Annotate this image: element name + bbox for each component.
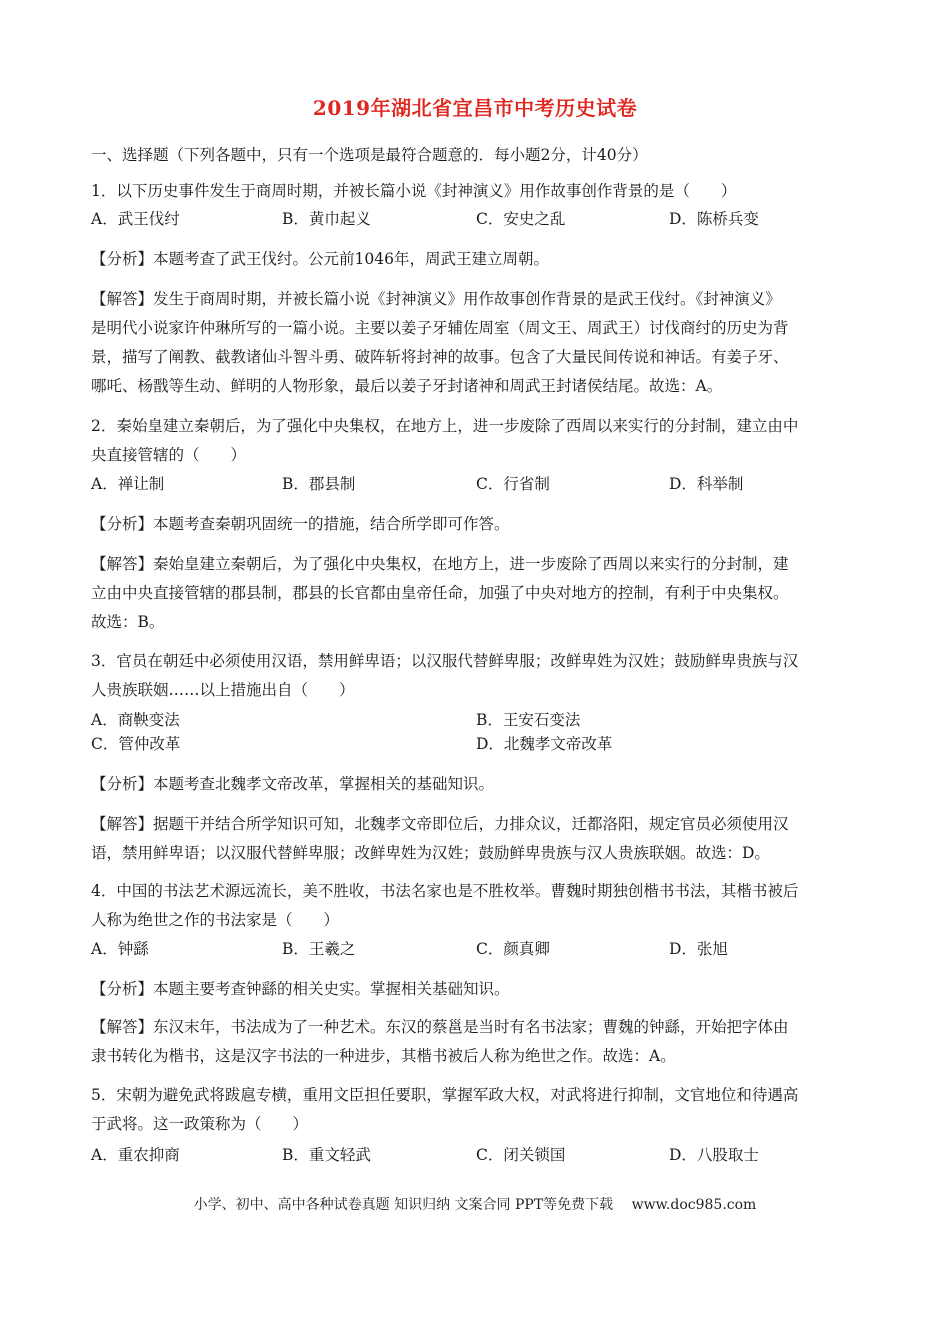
question-1-option-a: A．武王伐纣 [91,210,180,228]
question-3-stem-line: 3．官员在朝廷中必须使用汉语，禁用鲜卑语；以汉服代替鲜卑服；改鲜卑姓为汉姓；鼓励鲜卑贵族与汉 [91,652,799,670]
question-1-answer-line: 【解答】发生于商周时期，并被长篇小说《封神演义》用作故事创作背景的是武王伐纣。《封神演义》 [91,290,781,308]
question-1-stem: 1．以下历史事件发生于商周时期，并被长篇小说《封神演义》用作故事创作背景的是（ ） [91,182,737,200]
question-2-option-d: D．科举制 [669,475,744,493]
question-1-analysis: 【分析】本题考查了武王伐纣。公元前1046年，周武王建立周朝。 [91,250,549,268]
section-header: 一、选择题（下列各题中，只有一个选项是最符合题意的．每小题2分，计40分） [91,146,648,164]
question-2-stem-line: 央直接管辖的（ ） [91,446,247,464]
question-5-option-d: D．八股取士 [669,1146,759,1164]
question-2-answer-line: 故选：B。 [91,613,165,631]
question-5-stem-line: 于武将。这一政策称为（ ） [91,1115,309,1133]
question-2-option-b: B．郡县制 [282,475,356,493]
question-4-analysis: 【分析】本题主要考查钟繇的相关史实。掌握相关基础知识。 [91,980,510,998]
question-5-option-a: A．重农抑商 [91,1146,180,1164]
question-3-analysis: 【分析】本题考查北魏孝文帝改革，掌握相关的基础知识。 [91,775,495,793]
page-footer: 小学、初中、高中各种试卷真题 知识归纳 文案合同 PPT等免费下载 www.doc985.com [193,1197,757,1213]
page-title: 2019年湖北省宜昌市中考历史试卷 [312,96,638,120]
question-5-option-b: B．重文轻武 [282,1146,371,1164]
question-1-option-b: B．黄巾起义 [282,210,371,228]
question-2-option-c: C．行省制 [476,475,550,493]
question-4-option-a: A．钟繇 [91,940,149,958]
question-1-option-c: C．安史之乱 [476,210,566,228]
question-3-option-b: B．王安石变法 [476,711,581,729]
question-4-answer-line: 【解答】东汉末年，书法成为了一种艺术。东汉的蔡邕是当时有名书法家；曹魏的钟繇，开始把字体由 [91,1018,789,1036]
question-5-option-c: C．闭关锁国 [476,1146,566,1164]
question-4-option-c: C．颜真卿 [476,940,550,958]
question-3-answer-line: 语，禁用鲜卑语；以汉服代替鲜卑服；改鲜卑姓为汉姓；鼓励鲜卑贵族与汉人贵族联姻。故选：D。 [91,844,770,862]
question-4-stem-line: 4．中国的书法艺术源远流长，美不胜收，书法名家也是不胜枚举。曹魏时期独创楷书书法，其楷书被后 [91,882,799,900]
question-3-stem-line: 人贵族联姻……以上措施出自（ ） [91,681,355,699]
question-3-answer-line: 【解答】据题干并结合所学知识可知，北魏孝文帝即位后，力排众议，迁都洛阳，规定官员必须使用汉 [91,815,789,833]
question-2-stem-line: 2．秦始皇建立秦朝后，为了强化中央集权，在地方上，进一步废除了西周以来实行的分封制，建立由中 [91,417,799,435]
question-5-stem-line: 5．宋朝为避免武将跋扈专横，重用文臣担任要职，掌握军政大权，对武将进行抑制，文官地位和待遇高 [91,1086,799,1104]
question-1-answer-line: 景，描写了阐教、截教诸仙斗智斗勇、破阵斩将封神的故事。包含了大量民间传说和神话。有姜子牙、 [91,348,789,366]
question-4-option-d: D．张旭 [669,940,728,958]
question-2-option-a: A．禅让制 [91,475,165,493]
question-1-answer-line: 是明代小说家许仲琳所写的一篇小说。主要以姜子牙辅佐周室（周文王、周武王）讨伐商纣的历史为背 [91,319,789,337]
question-4-stem-line: 人称为绝世之作的书法家是（ ） [91,911,340,929]
question-3-option-a: A．商鞅变法 [91,711,180,729]
question-3-option-c: C．管仲改革 [91,735,181,753]
question-4-option-b: B．王羲之 [282,940,356,958]
question-1-option-d: D．陈桥兵变 [669,210,759,228]
question-4-answer-line: 隶书转化为楷书，这是汉字书法的一种进步，其楷书被后人称为绝世之作。故选：A。 [91,1047,676,1065]
question-3-option-d: D．北魏孝文帝改革 [476,735,613,753]
question-2-analysis: 【分析】本题考查秦朝巩固统一的措施，结合所学即可作答。 [91,515,510,533]
question-2-answer-line: 【解答】秦始皇建立秦朝后，为了强化中央集权，在地方上，进一步废除了西周以来实行的分封制，建 [91,555,789,573]
question-2-answer-line: 立由中央直接管辖的郡县制，郡县的长官都由皇帝任命，加强了中央对地方的控制，有利于中央集权。 [91,584,789,602]
question-1-answer-line: 哪吒、杨戬等生动、鲜明的人物形象，最后以姜子牙封诸神和周武王封诸侯结尾。故选：A。 [91,377,723,395]
